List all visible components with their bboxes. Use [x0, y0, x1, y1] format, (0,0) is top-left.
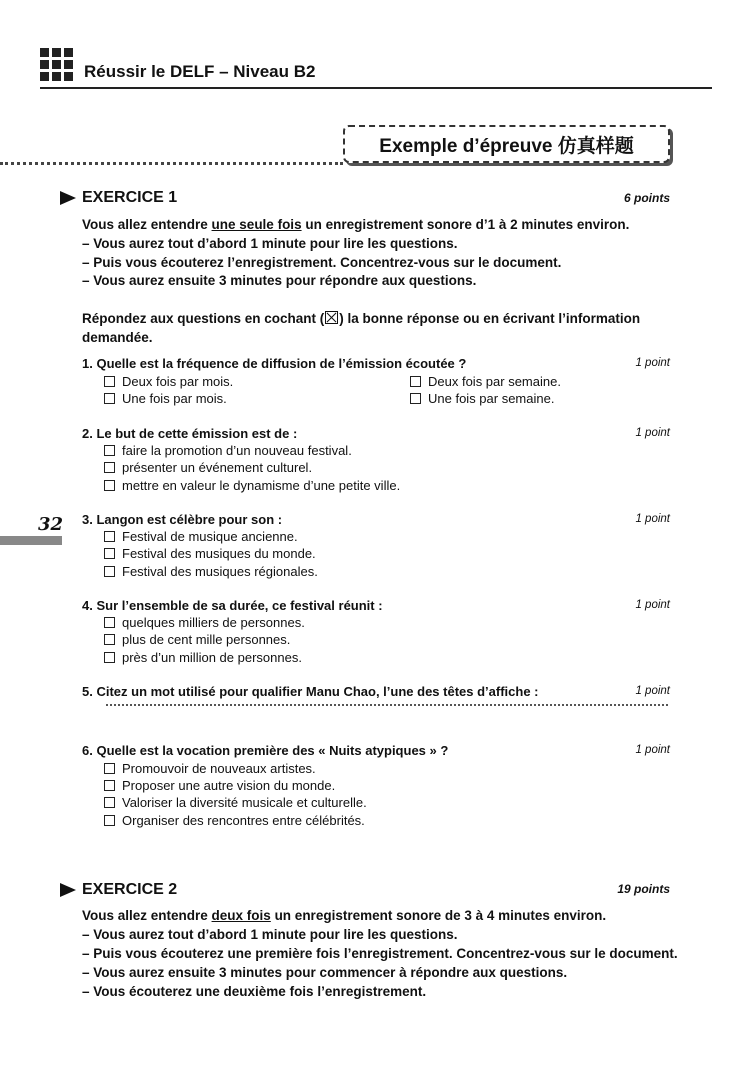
question-points: 1 point: [635, 599, 670, 611]
intro-underline: deux fois: [211, 908, 271, 923]
question-label: 5. Citez un mot utilisé pour qualifier Manu Chao, l’une des têtes d’affiche :: [82, 684, 539, 699]
option-label: plus de cent mille personnes.: [122, 632, 291, 647]
exercise1-title: EXERCICE 1: [82, 189, 178, 206]
option-label: Festival de musique ancienne.: [122, 529, 298, 544]
answer-option[interactable]: [410, 391, 554, 406]
option-label: Proposer une autre vision du monde.: [122, 778, 336, 793]
intro-text: Vous allez entendre: [82, 217, 212, 232]
instruction-line: – Vous écouterez une deuxième fois l’enregistrement.: [82, 984, 427, 999]
intro-text: Vous allez entendre: [82, 908, 212, 923]
checkbox-icon[interactable]: [104, 480, 115, 491]
checkbox-icon[interactable]: [104, 548, 115, 559]
instruction-line: – Vous aurez ensuite 3 minutes pour commencer à répondre aux questions.: [82, 965, 568, 980]
question-label: 6. Quelle est la vocation première des « Nuits atypiques » ?: [82, 743, 449, 758]
question-label: 4. Sur l’ensemble de sa durée, ce festival réunit :: [82, 598, 383, 613]
option-label: Deux fois par semaine.: [428, 374, 561, 389]
checkbox-icon[interactable]: [104, 566, 115, 577]
option-label: présenter un événement culturel.: [122, 460, 313, 475]
answer-option[interactable]: [104, 650, 302, 665]
question-label: 3. Langon est célèbre pour son :: [82, 512, 283, 527]
checkbox-icon[interactable]: [104, 445, 115, 456]
book-title: Réussir le DELF – Niveau B2: [84, 62, 316, 81]
instruction-line: – Vous aurez ensuite 3 minutes pour répondre aux questions.: [82, 273, 477, 288]
answer-option[interactable]: [104, 795, 367, 810]
option-label: Une fois par semaine.: [428, 391, 555, 406]
book-logo-icon: [40, 48, 74, 82]
answer-text: Répondez aux questions en cochant (: [82, 311, 325, 326]
answer-option[interactable]: [104, 391, 227, 406]
option-label: Promouvoir de nouveaux artistes.: [122, 761, 316, 776]
section-banner: [343, 125, 670, 163]
question-points: 1 point: [635, 427, 670, 439]
checkbox-icon[interactable]: [104, 617, 115, 628]
instruction-line: – Vous aurez tout d’abord 1 minute pour lire les questions.: [82, 236, 458, 251]
answer-option[interactable]: [410, 374, 561, 389]
page-number: 32: [38, 514, 64, 535]
exercise1-heading: [60, 189, 177, 207]
checkbox-icon[interactable]: [104, 780, 115, 791]
answer-option[interactable]: [104, 443, 352, 458]
option-label: mettre en valeur le dynamisme d’une petite ville.: [122, 478, 401, 493]
exercise2-points: 19 points: [617, 882, 670, 896]
question-points: 1 point: [635, 744, 670, 756]
option-label: Organiser des rencontres entre célébrités.: [122, 813, 365, 828]
answer-option[interactable]: [104, 761, 316, 776]
answer-option[interactable]: [104, 374, 233, 389]
question-points: 1 point: [635, 513, 670, 525]
answer-option[interactable]: [104, 564, 318, 579]
banner-title: Exemple d’épreuve 仿真样题: [379, 135, 634, 157]
answer-option[interactable]: [104, 460, 312, 475]
answer-write-line[interactable]: [106, 704, 668, 706]
header-rule: [40, 87, 712, 89]
question-points: 1 point: [635, 357, 670, 369]
banner-dotted-line: [0, 162, 343, 165]
exercise2-heading: [60, 881, 177, 899]
intro-underline: une seule fois: [211, 217, 302, 232]
option-label: Festival des musiques du monde.: [122, 546, 316, 561]
checkbox-icon[interactable]: [410, 393, 421, 404]
checkbox-icon[interactable]: [104, 763, 115, 774]
exercise1-points: 6 points: [623, 191, 670, 205]
exercise2-title: EXERCICE 2: [82, 881, 178, 898]
instruction-line: – Puis vous écouterez une première fois l’enregistrement. Concentrez-vous sur le document.: [82, 946, 678, 961]
option-label: Une fois par mois.: [122, 391, 227, 406]
answer-option[interactable]: [104, 778, 335, 793]
answer-instruction-line2: demandée.: [82, 330, 153, 345]
intro-text-end: un enregistrement sonore d’1 à 2 minutes environ.: [301, 217, 630, 232]
option-label: quelques milliers de personnes.: [122, 615, 305, 630]
answer-option[interactable]: [104, 813, 365, 828]
answer-option[interactable]: [104, 632, 290, 647]
instruction-line: – Puis vous écouterez l’enregistrement. Concentrez-vous sur le document.: [82, 255, 562, 270]
checkbox-icon[interactable]: [104, 393, 115, 404]
checkbox-icon[interactable]: [104, 531, 115, 542]
option-label: près d’un million de personnes.: [122, 650, 302, 665]
question-label: 1. Quelle est la fréquence de diffusion de l’émission écoutée ?: [82, 356, 467, 371]
checkbox-icon[interactable]: [104, 652, 115, 663]
answer-text-end: ) la bonne réponse ou en écrivant l’information: [339, 311, 641, 326]
arrow-icon: [60, 883, 76, 897]
checkbox-icon[interactable]: [104, 376, 115, 387]
instruction-line: – Vous aurez tout d’abord 1 minute pour lire les questions.: [82, 927, 458, 942]
option-label: Festival des musiques régionales.: [122, 564, 318, 579]
answer-option[interactable]: [104, 546, 316, 561]
answer-option[interactable]: [104, 478, 400, 493]
checkbox-icon[interactable]: [104, 815, 115, 826]
question-label: 2. Le but de cette émission est de :: [82, 426, 298, 441]
answer-instruction: [82, 311, 640, 326]
intro-text-end: un enregistrement sonore de 3 à 4 minutes environ.: [270, 908, 607, 923]
option-label: faire la promotion d’un nouveau festival.: [122, 443, 352, 458]
option-label: Valoriser la diversité musicale et culturelle.: [122, 795, 367, 810]
answer-option[interactable]: [104, 529, 298, 544]
question-points: 1 point: [635, 685, 670, 697]
exercise1-intro: [82, 217, 629, 232]
checked-box-icon: [325, 311, 338, 324]
answer-option[interactable]: [104, 615, 305, 630]
exercise2-intro: [82, 908, 606, 923]
checkbox-icon[interactable]: [104, 634, 115, 645]
option-label: Deux fois par mois.: [122, 374, 234, 389]
page-number-bar: [0, 536, 62, 545]
checkbox-icon[interactable]: [104, 797, 115, 808]
checkbox-icon[interactable]: [410, 376, 421, 387]
checkbox-icon[interactable]: [104, 462, 115, 473]
arrow-icon: [60, 191, 76, 205]
